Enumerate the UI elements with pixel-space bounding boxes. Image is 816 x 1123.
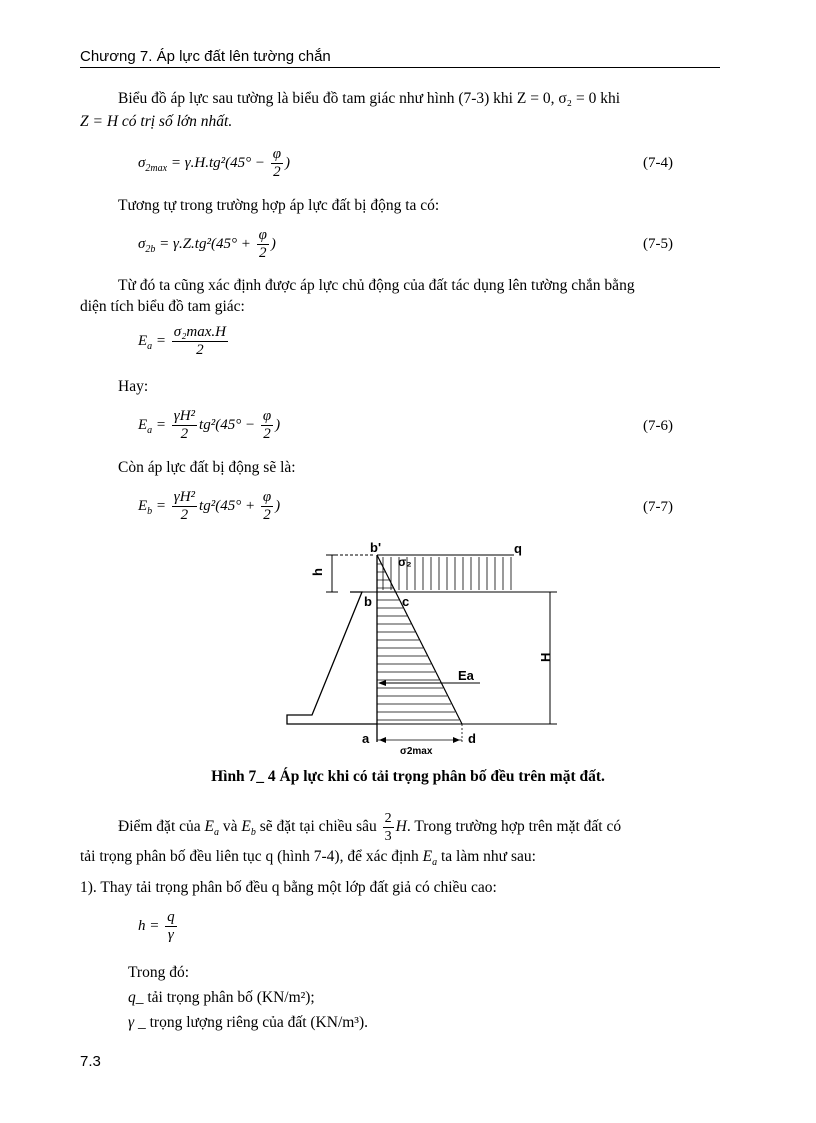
paragraph-3-line-2: diện tích biểu đồ tam giác: [80, 298, 245, 315]
definition-q: q_ tải trọng phân bố (KN/m²); [128, 989, 315, 1006]
equation-7-7-label: (7-7) [643, 499, 673, 515]
paragraph-4: Hay: [118, 378, 149, 395]
equation-7-5: $\sigma_{2b} = \gamma.Z.tg^2(45^\circ$ + $\frac{\varphi}{2}$ ) [138, 227, 276, 261]
label-b: b [364, 594, 372, 609]
paragraph-6-line-2: tải trọng phân bố đều liên tục q (hình 7-4), để xác định $E_a$ ta làm như sau: [80, 848, 536, 869]
definition-gamma: γ _ trọng lượng riêng của đất (KN/m³). [128, 1014, 368, 1031]
retaining-wall-outline [287, 592, 377, 724]
label-Ea: Ea [458, 668, 474, 683]
label-d: d [468, 731, 476, 746]
equation-7-6-label: (7-6) [643, 418, 673, 434]
figure-7-4-diagram [282, 540, 572, 762]
label-sigma2: σ₂ [398, 555, 412, 569]
equation-7-5-label: (7-5) [643, 236, 673, 252]
label-c: c [402, 594, 410, 609]
equation-7-7: $E_b$ = $\frac{\text{γH²}}{2}$ tg²(45° + $\frac{\varphi}{2}$ ) [138, 489, 281, 523]
paragraph-5: Còn áp lực đất bị động sẽ là: [118, 459, 296, 476]
paragraph-2: Tương tự trong trường hợp áp lực đất bị động ta có: [118, 197, 440, 214]
label-a: a [362, 731, 370, 746]
label-sigma2max: σ2max [400, 746, 433, 757]
label-h: h [310, 568, 325, 576]
equation-ea-area: $E_a$ = $\frac{\text{σ₂max.H}}{2}$ [138, 324, 226, 358]
label-b-prime: b' [370, 540, 382, 555]
paragraph-7: 1). Thay tải trọng phân bố đều q bằng một lớp đất giả có chiều cao: [80, 879, 497, 896]
label-H: H [538, 652, 553, 662]
pressure-diagonal-line [377, 555, 462, 724]
paragraph-1-line-1: Biểu đồ áp lực sau tường là biểu đồ tam giác như hình (7-3) khi Z = 0, σ₂ = 0 khi [118, 90, 621, 107]
paragraph-6-line-1: Điểm đặt của $E_a$ và $E_b$ sẽ đặt tại chiều sâu $\frac{2}{3}$ H. Trong trường hợp trên mặt đất có [118, 811, 622, 844]
label-q: q [514, 541, 522, 556]
equation-h: h = $\frac{q}{\gamma}$ [138, 909, 175, 943]
figure-caption: Hình 7_ 4 Áp lực khi có tải trọng phân bố đều trên mặt đất. [211, 768, 605, 785]
chapter-header: Chương 7. Áp lực đất lên tường chắn [80, 48, 720, 68]
equation-7-4-label: (7-4) [643, 155, 673, 171]
equation-7-4: $\sigma_{2max} = \gamma.H.tg^2(45^\circ$ − $\frac{\varphi}{2}$ ) [138, 146, 291, 180]
paragraph-8: Trong đó: [128, 964, 190, 981]
paragraph-1-line-2: Z = H có trị số lớn nhất. [80, 113, 233, 130]
page-number: 7.3 [80, 1053, 101, 1070]
paragraph-3-line-1: Từ đó ta cũng xác định được áp lực chủ động của đất tác dụng lên tường chắn bằng [118, 277, 635, 294]
equation-7-6: $E_a$ = $\frac{\text{γH²}}{2}$ tg²(45° − $\frac{\varphi}{2}$ ) [138, 408, 281, 442]
